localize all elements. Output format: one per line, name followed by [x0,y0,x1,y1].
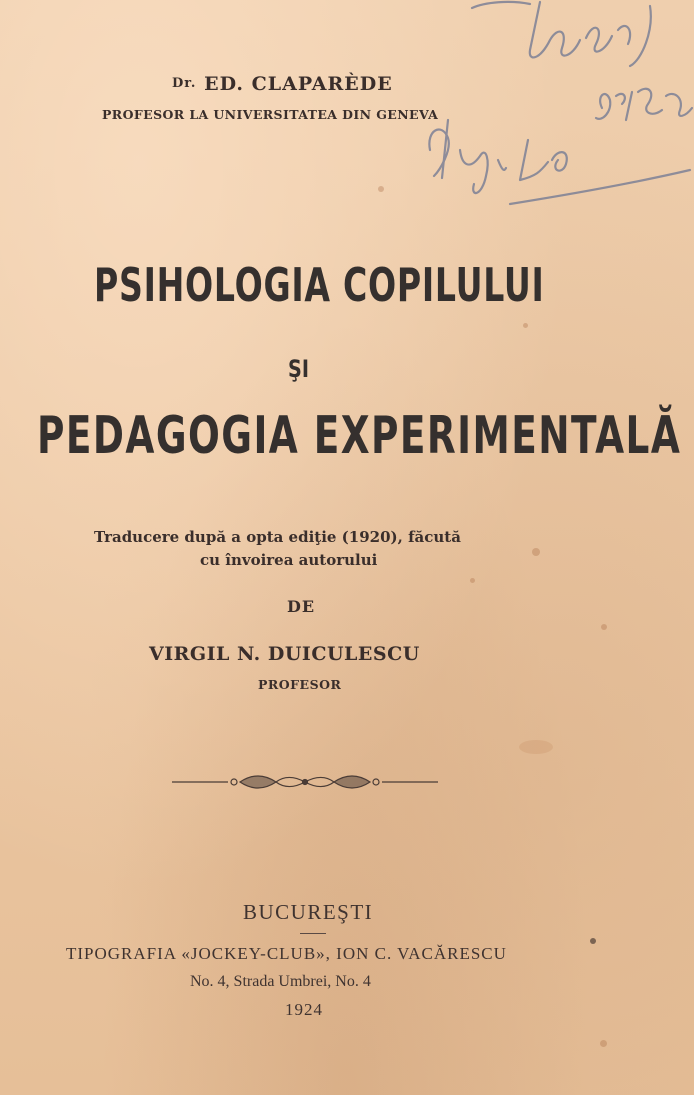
title-line-2: PEDAGOGIA EXPERIMENTALĂ [37,406,682,466]
title-line-1: PSIHOLOGIA COPILULUI [94,258,545,312]
imprint-address: No. 4, Strada Umbrei, No. 4 [190,973,371,990]
title-conjunction: ŞI [288,355,309,383]
paper-stain [519,740,553,754]
paper-stain [470,578,475,583]
translation-note-line-1: Traducere după a opta ediţie (1920), făcută [94,528,461,546]
author-line [172,73,393,95]
paper-stain [590,938,596,944]
translation-note-line-2: cu învoirea autorului [200,551,378,569]
translator-name: VIRGIL N. DUICULESCU [149,643,420,665]
paper-stain [532,548,540,556]
paper-stain [600,1040,607,1047]
imprint-printer: TIPOGRAFIA «JOCKEY-CLUB», ION C. VACĂRESCU [66,944,507,963]
imprint-rule [300,933,326,934]
author-affiliation: PROFESOR LA UNIVERSITATEA DIN GENEVA [102,107,439,122]
author-prefix: Dr. [172,76,197,91]
ornament-divider-icon [172,772,438,792]
paper-stain [523,323,528,328]
imprint-city: BUCUREŞTI [243,900,374,924]
paper-stain [601,624,607,630]
translator-role: PROFESOR [258,677,342,692]
author-name: ED. CLAPARÈDE [204,73,393,95]
translated-by: DE [287,597,316,616]
imprint-year: 1924 [285,1000,323,1019]
paper-stain [378,186,384,192]
